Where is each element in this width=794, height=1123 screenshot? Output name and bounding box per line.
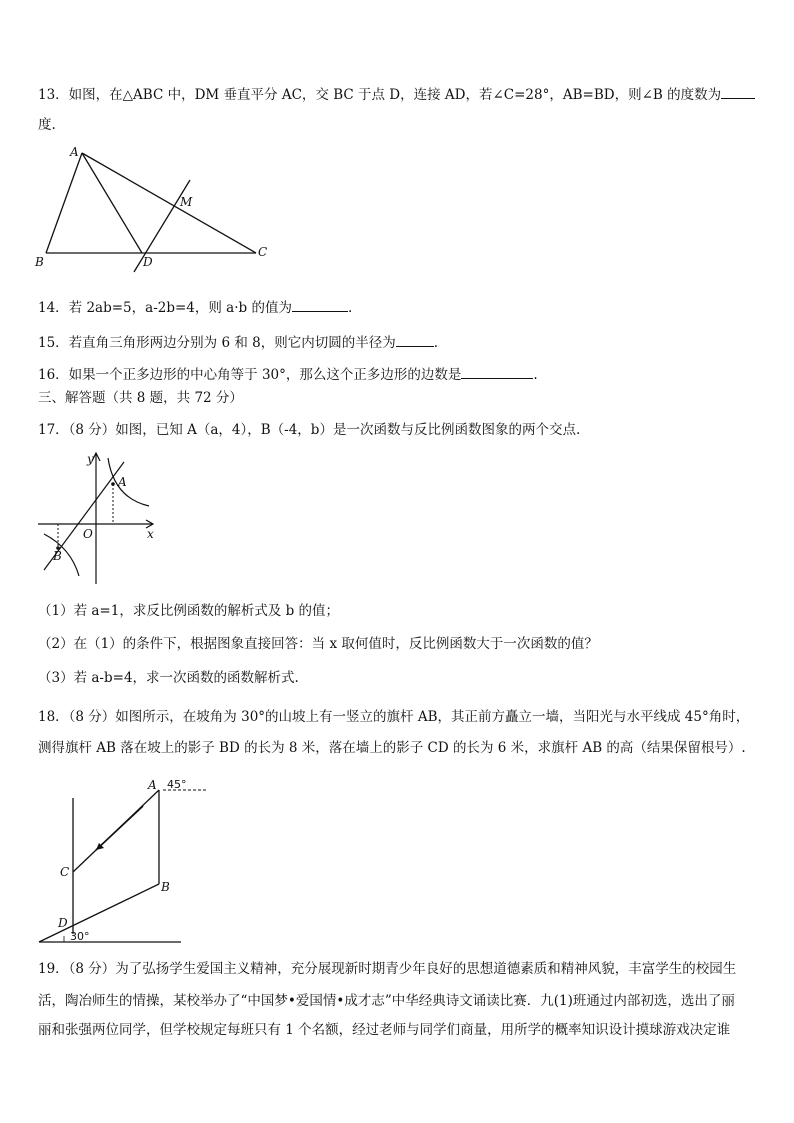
segment-ab — [46, 153, 82, 253]
q16-line — [38, 364, 538, 384]
ray-arrow-shaft — [96, 806, 143, 850]
q14-line — [38, 297, 352, 317]
label-angle-30: 30° — [70, 930, 90, 943]
q14-text: 14．若 2ab=5，a-2b=4，则 a·b 的值为 — [38, 300, 292, 316]
q13-text-end: 度. — [38, 117, 56, 133]
q17-sub3: （3）若 a-b=4，求一次函数的函数解析式. — [38, 670, 299, 686]
segment-ad — [82, 153, 142, 253]
q18-figure — [36, 772, 226, 948]
q14-answer-blank[interactable] — [292, 297, 348, 312]
q18-line1: 18．（8 分）如图所示，在坡角为 30°的山坡上有一竖立的旗杆 AB，其正前方矗立一墙，当阳光与水平线成 45°角时， — [38, 709, 750, 725]
q16-end: . — [533, 367, 538, 383]
q15-text: 15．若直角三角形两边分别为 6 和 8，则它内切圆的半径为 — [38, 335, 396, 351]
q13-text-line — [38, 84, 755, 104]
label-a: A — [118, 475, 127, 489]
q17-sub1: （1）若 a=1，求反比例函数的解析式及 b 的值； — [38, 603, 340, 619]
label-y: y — [87, 452, 94, 466]
q15-line — [38, 332, 438, 352]
label-angle-45: 45° — [167, 778, 187, 791]
label-a: A — [70, 145, 79, 159]
q17-sub2: （2）在（1）的条件下，根据图象直接回答：当 x 取何值时，反比例函数大于一次函数的值？ — [38, 636, 598, 652]
q16-text: 16．如果一个正多边形的中心角等于 30°，那么这个正多边形的边数是 — [38, 367, 462, 383]
section-3-title: 三、解答题（共 8 题，共 72 分） — [38, 390, 243, 406]
q17-figure — [36, 452, 226, 592]
label-a: A — [148, 778, 157, 792]
q19-line2: 活，陶冶师生的情操，某校举办了“中国梦•爱国情•成才志”中华经典诗文诵读比赛．九(1)班通过内部初选，选出了丽 — [38, 993, 735, 1009]
q19-line1: 19．（8 分）为了弘扬学生爱国主义精神，充分展现新时期青少年良好的思想道德素质和精神风貌，丰富学生的校园生 — [38, 961, 737, 977]
label-o: O — [83, 527, 93, 541]
q13-text: 13．如图，在△ABC 中，DM 垂直平分 AC，交 BC 于点 D，连接 AD，若∠C=28°，AB=BD，则∠B 的度数为 — [38, 87, 722, 103]
q17-text: 17．（8 分）如图，已知 A（a，4），B（-4，b）是一次函数与反比例函数图象的两个交点. — [38, 422, 581, 438]
point-a — [111, 482, 115, 486]
q16-answer-blank[interactable] — [461, 364, 533, 379]
label-b: B — [53, 549, 62, 563]
q13-figure — [30, 142, 280, 274]
q15-end: . — [433, 335, 439, 351]
label-d: D — [58, 916, 68, 930]
q18-line2: 测得旗杆 AB 落在坡上的影子 BD 的长为 8 米，落在墙上的影子 CD 的长为 6 米，求旗杆 AB 的高（结果保留根号）. — [38, 740, 746, 756]
label-b: B — [161, 880, 170, 894]
label-b: B — [35, 255, 44, 269]
q14-end: . — [347, 300, 353, 316]
label-c: C — [60, 865, 70, 879]
label-c: C — [258, 245, 268, 259]
hyperbola-branch-upper — [108, 458, 149, 506]
q13-answer-blank[interactable] — [721, 84, 755, 99]
q19-line3: 丽和张强两位同学，但学校规定每班只有 1 个名额，经过老师与同学们商量，用所学的概率知识设计摸球游戏决定谁 — [38, 1022, 731, 1038]
q15-answer-blank[interactable] — [396, 332, 434, 347]
label-d: D — [143, 255, 153, 269]
label-x: x — [147, 527, 154, 541]
slope-line — [39, 884, 159, 942]
label-m: M — [180, 195, 193, 209]
segment-ac — [82, 153, 256, 253]
